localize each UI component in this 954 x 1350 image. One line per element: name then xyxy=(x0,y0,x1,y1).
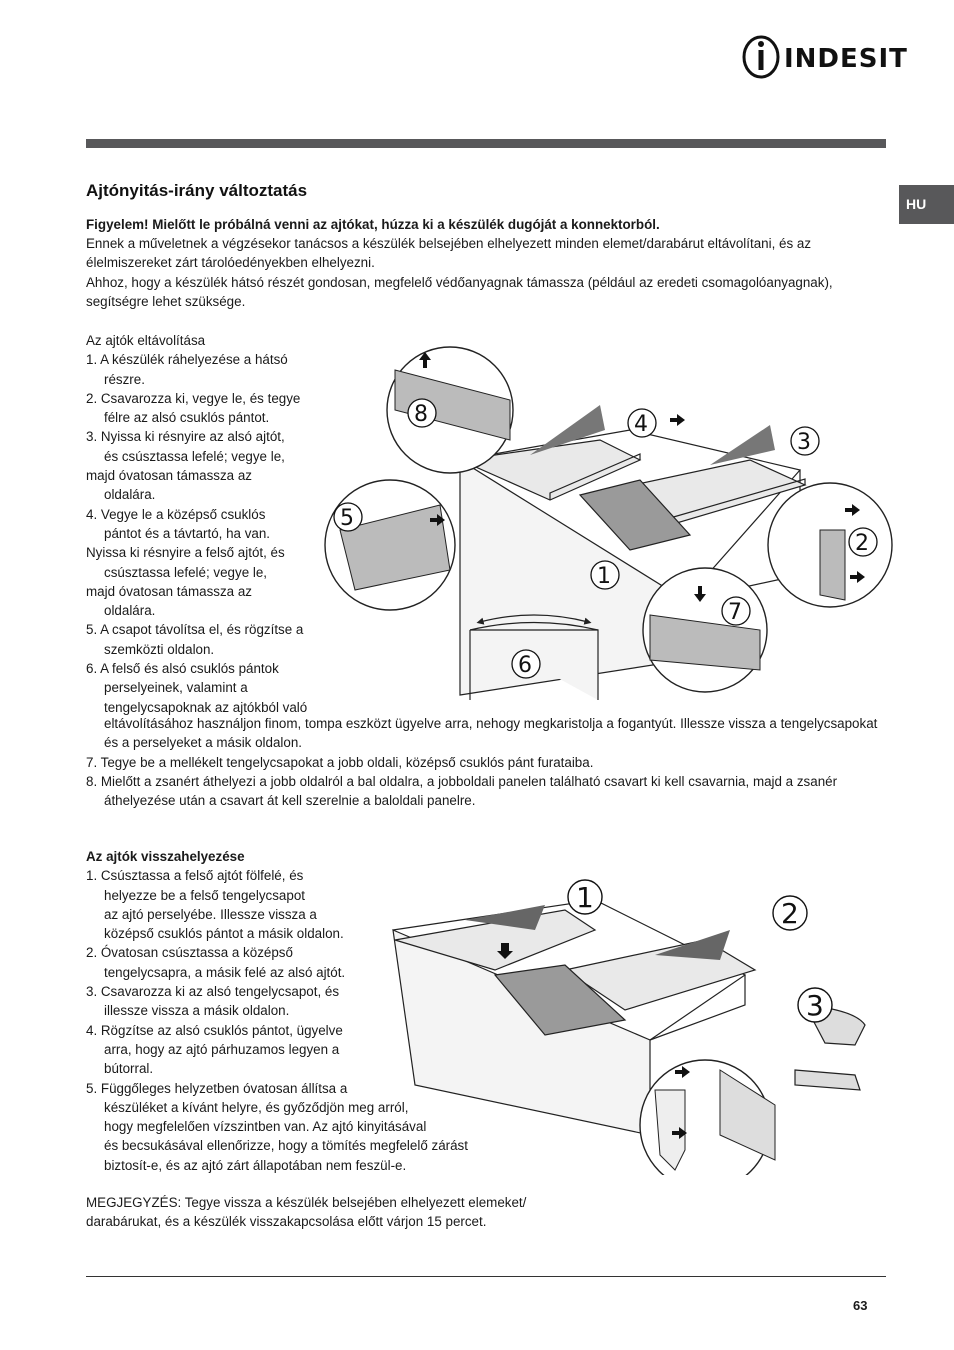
step-line: illessze vissza a másik oldalon. xyxy=(104,1003,290,1019)
figure1-label-3: 3 xyxy=(797,430,811,455)
step-line: 4. Rögzítse az alsó csuklós pántot, ügyelve xyxy=(86,1022,343,1038)
indesit-logo xyxy=(740,30,910,84)
step-line: 1. A készülék ráhelyezése a hátsó xyxy=(86,352,288,368)
intro-line: élelmiszereket zárt tárolóedényekben elhelyezni. xyxy=(86,255,375,271)
door-reinstall-illustration xyxy=(385,875,905,1175)
reinstall-heading: Az ajtók visszahelyezése xyxy=(86,849,245,864)
step-line: 3. Nyissa ki résnyire az alsó ajtót, xyxy=(86,429,285,445)
step-line: tengelycsapoknak az ajtókból való xyxy=(104,699,308,715)
step-line: szemközti oldalon. xyxy=(104,641,215,657)
step-line: 4. Vegye le a középső csuklós xyxy=(86,506,266,522)
page-title: Ajtónyitás-irány változtatás xyxy=(86,181,308,200)
step-line: 7. Tegye be a mellékelt tengelycsapokat a jobb oldali, középső csuklós pánt furataiba. xyxy=(86,754,594,770)
brand-wordmark: INDESIT xyxy=(784,44,908,74)
removal-list xyxy=(86,350,326,717)
step-line: 6. A felső és alsó csuklós pántok xyxy=(86,661,279,677)
figure2-label-3: 3 xyxy=(806,989,824,1022)
step-line: 5. Függőleges helyzetben óvatosan állítsa a xyxy=(86,1080,348,1096)
step-line: és csúsztassa lefelé; vegye le, xyxy=(104,448,285,464)
step-line: részre. xyxy=(104,371,145,387)
step-line: Nyissa ki résnyire a felső ajtót, és xyxy=(86,545,285,561)
warning-text: Figyelem! Mielőtt le próbálná venni az ajtókat, húzza ki a készülék dugóját a konnektorból. xyxy=(86,217,660,232)
figure2-label-1: 1 xyxy=(576,881,594,914)
step-line: hogy megfelelően vízszintben van. Az ajtó kinyitásával xyxy=(104,1119,427,1135)
step-line: és becsukásával ellenőrizze, hogy a tömítés megfelelő zárást xyxy=(104,1138,468,1154)
removal-heading: Az ajtók eltávolítása xyxy=(86,333,206,348)
step-line: középső csuklós pántot a másik oldalon. xyxy=(104,926,344,942)
note-line: MEGJEGYZÉS: Tegye vissza a készülék belsejében elhelyezett elemeket/ xyxy=(86,1195,527,1210)
step-line: 1. Csúsztassa a felső ajtót fölfelé, és xyxy=(86,868,304,884)
intro-line: Ennek a műveletnek a végzésekor tanácsos a készülék belsejében elhelyezett minden elemet/darabárut eltávolítani, és az xyxy=(86,236,812,252)
removal-steps xyxy=(86,331,326,717)
step-line: 3. Csavarozza ki az alsó tengelycsapot, és xyxy=(86,984,340,1000)
intro-line: segítségre lehet szüksége. xyxy=(86,293,246,309)
step-line: oldalára. xyxy=(104,487,156,503)
door-removal-illustration xyxy=(300,330,900,700)
figure1-label-7: 7 xyxy=(728,600,742,625)
step-line: 8. Mielőtt a zsanért áthelyezi a jobb oldalról a bal oldalra, a jobboldali panelen található csavart ki kell csavarnia, majd a zsanér xyxy=(86,773,838,789)
page-number: 63 xyxy=(853,1298,868,1313)
figure2-label-2: 2 xyxy=(781,897,799,930)
figure1-label-4: 4 xyxy=(634,412,648,437)
figure1-label-5: 5 xyxy=(340,506,354,531)
step-line: majd óvatosan támassza az xyxy=(86,583,252,599)
step-line: tengelycsapra, a másik felé az alsó ajtót. xyxy=(104,964,346,980)
step-line: oldalára. xyxy=(104,603,156,619)
step-line: bútorral. xyxy=(104,1061,154,1077)
figure1-label-8: 8 xyxy=(414,402,428,427)
step-line: pántot és a távtartó, ha van. xyxy=(104,525,271,541)
step-line: 2. Óvatosan csúsztassa a középső xyxy=(86,945,293,961)
note-line: darabárukat, és a készülék visszakapcsolása előtt várjon 15 percet. xyxy=(86,1214,487,1230)
top-divider xyxy=(86,139,886,148)
step-line: 2. Csavarozza ki, vegye le, és tegye xyxy=(86,390,301,406)
intro-block xyxy=(86,215,876,311)
step-line: 5. A csapot távolítsa el, és rögzítse a xyxy=(86,622,304,638)
step-line: eltávolításához használjon finom, tompa eszközt ügyelve arra, nehogy megkaristolja a fogantyút. Illessze vissza a tengelycsapokat xyxy=(104,716,878,731)
step-line: és a perselyeket a másik oldalon. xyxy=(104,735,302,751)
step-line: készüléket a kívánt helyre, és győződjön meg arról, xyxy=(104,1099,409,1115)
step-line: áthelyezése után a csavart át kell szerelnie a baloldali panelre. xyxy=(104,793,476,809)
note-block xyxy=(86,1193,586,1231)
step-line: az ajtó perselyébe. Illessze vissza a xyxy=(104,906,317,922)
step-line: perselyeinek, valamint a xyxy=(104,680,248,696)
step-line: biztosít-e, és az ajtó zárt állapotában nem feszül-e. xyxy=(104,1157,407,1173)
step-line: csúsztassa lefelé; vegye le, xyxy=(104,564,268,580)
figure1-label-1: 1 xyxy=(597,564,611,589)
step-line: helyezze be a felső tengelycsapot xyxy=(104,887,305,903)
figure1-label-6: 6 xyxy=(518,653,532,678)
figure1-label-2: 2 xyxy=(855,531,869,556)
language-tab: HU xyxy=(899,185,954,224)
step-line: arra, hogy az ajtó párhuzamos legyen a xyxy=(104,1041,340,1057)
step-line: majd óvatosan támassza az xyxy=(86,468,252,484)
intro-line: Ahhoz, hogy a készülék hátsó részét gondosan, megfelelő védőanyagnak támassza (például az eredeti csomagolóanyagnak), xyxy=(86,274,833,290)
bottom-divider xyxy=(86,1276,886,1277)
removal-steps-continued xyxy=(86,714,886,810)
step-line: félre az alsó csuklós pántot. xyxy=(104,410,270,426)
